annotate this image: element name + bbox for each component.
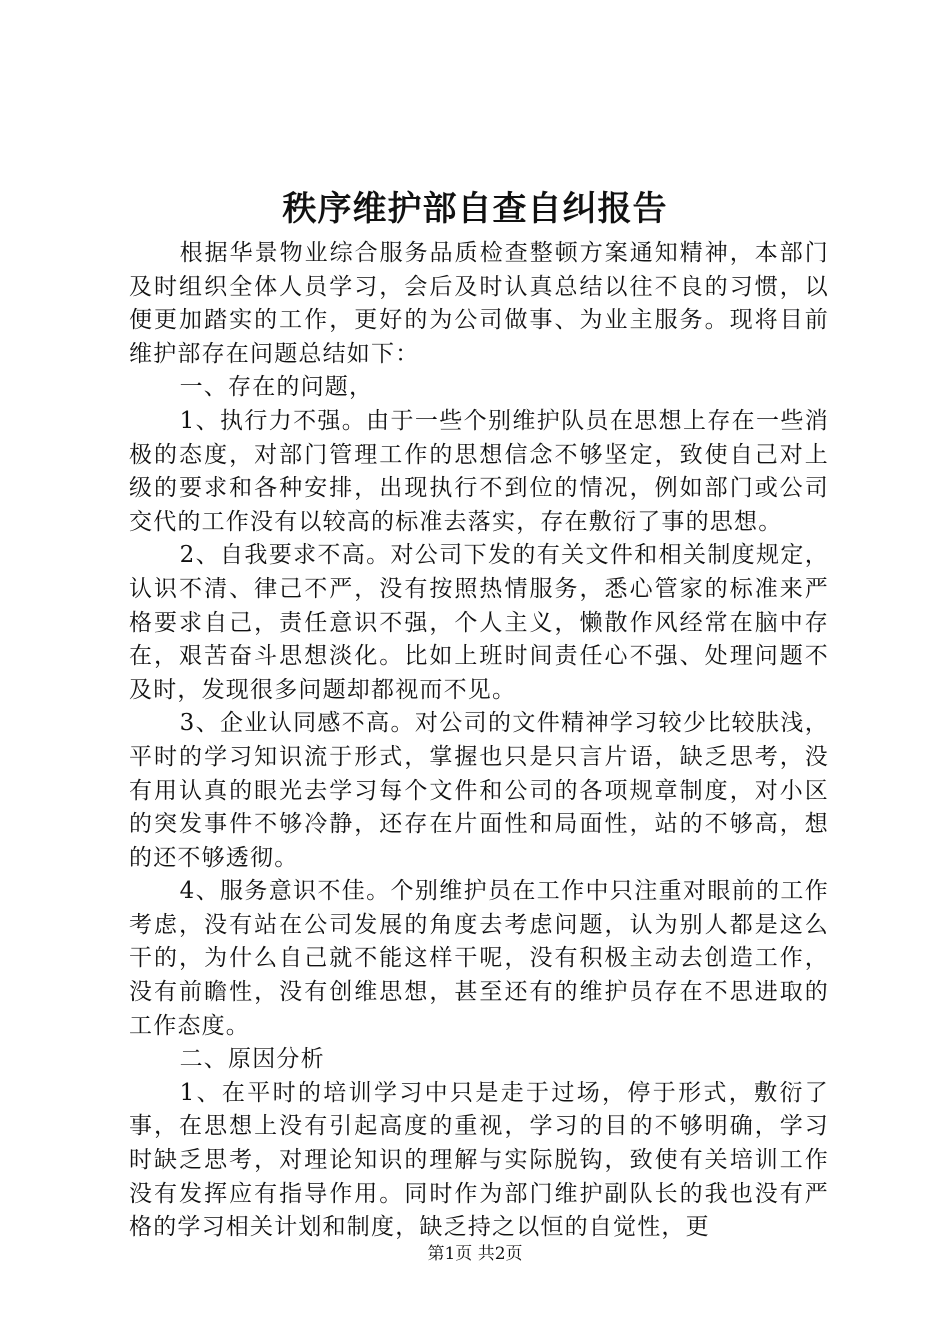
section-heading-problems: 一、存在的问题，: [179, 374, 374, 401]
document-body: [129, 237, 829, 1245]
section-heading-analysis: 二、原因分析: [179, 1046, 325, 1073]
paragraph-problem-3: 3、企业认同感不高。对公司的文件精神学习较少比较肤浅，平时的学习知识流于形式，掌握也只是只言片语，缺乏思考，没有用认真的眼光去学习每个文件和公司的各项规章制度，对小区的突发事件不够冷静，还存在片面性和局面性，站的不够高，想的还不够透彻。: [129, 710, 829, 871]
paragraph-problem-2: 2、自我要求不高。对公司下发的有关文件和相关制度规定，认识不清、律己不严，没有按照热情服务，悉心管家的标准来严格要求自己，责任意识不强，个人主义，懒散作风经常在脑中存在，艰苦奋斗思想淡化。比如上班时间责任心不强、处理问题不及时，发现很多问题却都视而不见。: [129, 542, 829, 703]
paragraph-problem-4: 4、服务意识不佳。个别维护员在工作中只注重对眼前的工作考虑，没有站在公司发展的角度去考虑问题，认为别人都是这么干的，为什么自己就不能这样干呢，没有积极主动去创造工作，没有前瞻性，没有创维思想，甚至还有的维护员存在不思进取的工作态度。: [129, 878, 829, 1039]
paragraph-intro: 根据华景物业综合服务品质检查整顿方案通知精神，本部门及时组织全体人员学习，会后及时认真总结以往不良的习惯，以便更加踏实的工作，更好的为公司做事、为业主服务。现将目前维护部存在问题总结如下：: [129, 240, 829, 367]
paragraph-analysis-1: 1、在平时的培训学习中只是走于过场，停于形式，敷衍了事，在思想上没有引起高度的重视，学习的目的不够明确，学习时缺乏思考，对理论知识的理解与实际脱钩，致使有关培训工作没有发挥应有指导作用。同时作为部门维护副队长的我也没有严格的学习相关计划和制度，缺乏持之以恒的自觉性，更: [129, 1079, 829, 1241]
document-title: 秩序维护部自查自纠报告: [282, 189, 668, 229]
page-footer: 第1页 共2页: [427, 1244, 523, 1264]
paragraph-problem-1: 1、执行力不强。由于一些个别维护队员在思想上存在一些消极的态度，对部门管理工作的思想信念不够坚定，致使自己对上级的要求和各种安排，出现执行不到位的情况，例如部门或公司交代的工作没有以较高的标准去落实，存在敷衍了事的思想。: [129, 407, 829, 535]
